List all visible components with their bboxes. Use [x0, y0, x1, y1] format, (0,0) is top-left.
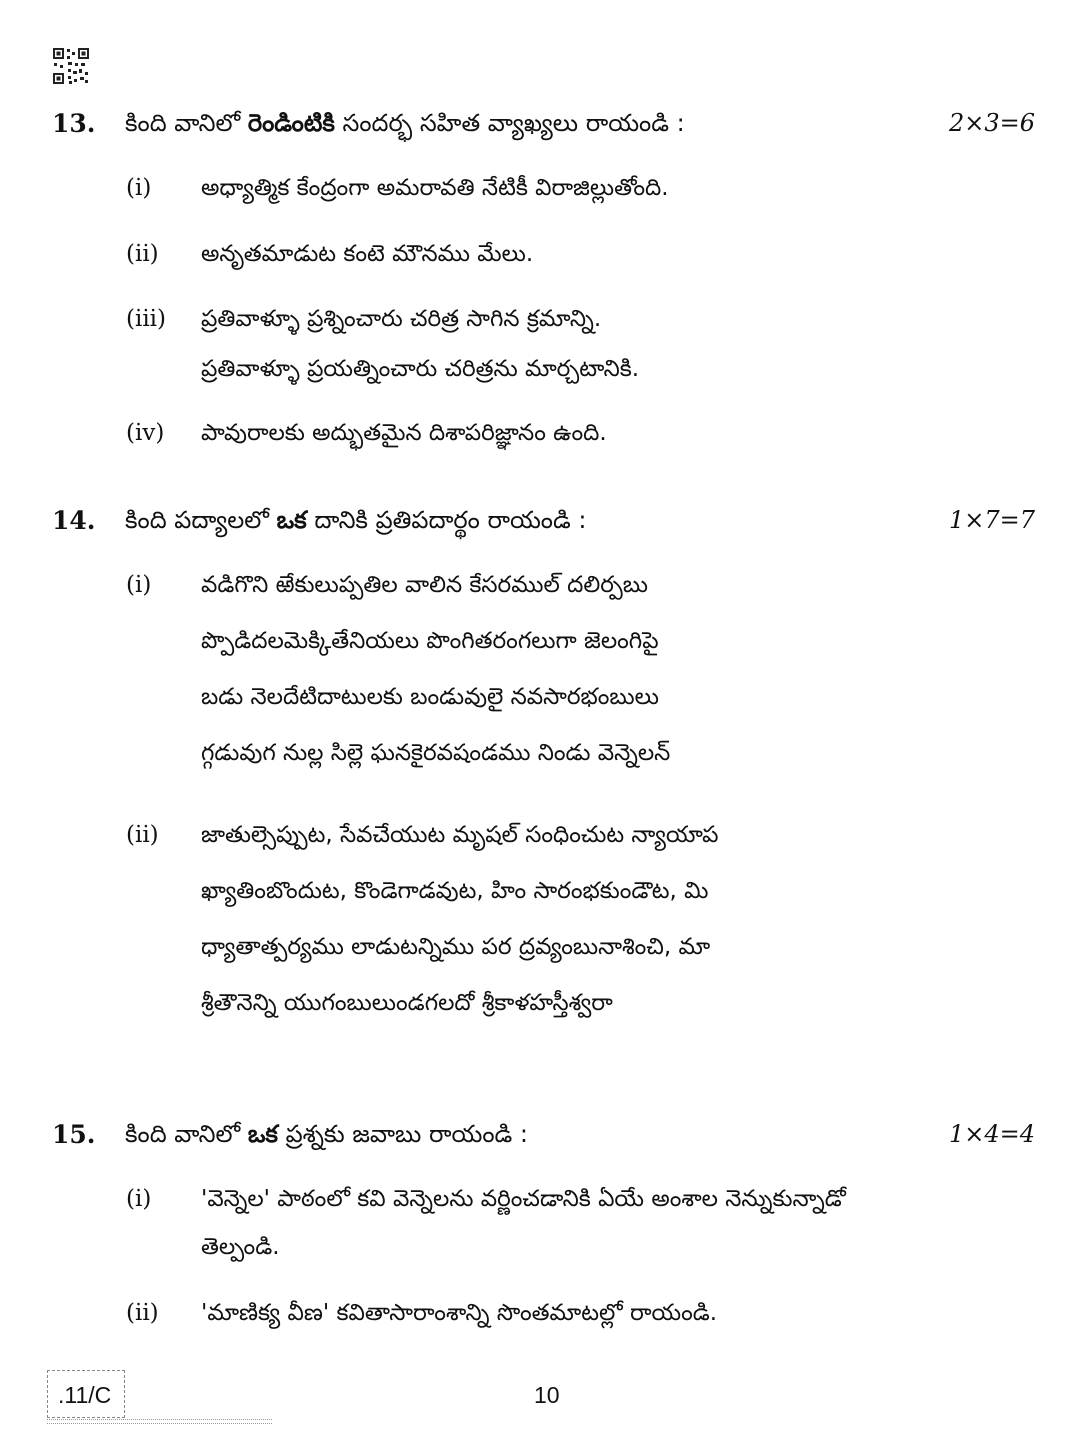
question-text-emphasis: రెండింటికి: [247, 109, 335, 137]
item-line: ప్రతివాళ్ళూ ప్రశ్నించారు చరిత్ర సాగిన క్రమాన్ని.: [201, 306, 602, 332]
question-text-suffix: ప్రశ్నకు జవాబు రాయండి :: [277, 1120, 528, 1148]
item-numeral: (i): [126, 572, 152, 598]
item-line: ధ్యాతాత్పర్యము లాడుటన్నిము పర ద్రవ్యంబునాశించి, మా: [201, 934, 711, 960]
question-text-suffix: సందర్భ సహిత వ్యాఖ్యలు రాయండి :: [334, 109, 685, 137]
qr-code-icon: [52, 47, 90, 85]
item-line: శ్రీతౌనెన్ని యుగంబులుండగలదో శ్రీకాళహస్తీశ్వరా: [201, 990, 613, 1016]
item-numeral: (ii): [126, 822, 159, 848]
footer-microtext-strip: [47, 1419, 272, 1424]
marks: 1×4=4: [948, 1120, 1035, 1148]
question-text-suffix: దానికి ప్రతిపదార్థం రాయండి :: [306, 506, 587, 534]
question-text: [125, 506, 586, 540]
item-numeral: (i): [126, 1186, 152, 1212]
item-line: వడిగొని ఱేకులుప్పతిల వాలిన కేసరముల్ దలిర్పబు: [201, 572, 648, 598]
item-line: జాతుల్సెప్పుట, సేవచేయుట మృషల్ సంధించుట న్యాయాప: [201, 822, 719, 848]
page-number: 10: [534, 1382, 560, 1408]
question-text-prefix: కింది పద్యాలలో: [125, 506, 277, 534]
item-numeral: (iii): [126, 306, 167, 332]
item-line: 'మాణిక్య వీణ' కవితాసారాంశాన్ని సొంతమాటల్లో రాయండి.: [201, 1300, 718, 1326]
item-line: పావురాలకు అద్భుతమైన దిశాపరిజ్ఞానం ఉంది.: [201, 420, 607, 446]
item-line: గ్గడువుగ నుల్ల సిల్లె ఘనకైరవషండము నిండు వెన్నెలన్: [201, 740, 671, 766]
item-line: బడు నెలదేటిదాటులకు బండువులై నవసారభంబులు: [201, 684, 659, 710]
marks: 2×3=6: [948, 109, 1035, 137]
question-text-prefix: కింది వానిలో: [125, 1120, 248, 1148]
item-line: 'వెన్నెల' పాఠంలో కవి వెన్నెలను వర్ణించడానికి ఏయే అంశాల నెన్నుకున్నాడో: [201, 1186, 846, 1212]
question-text: [125, 109, 685, 143]
question-number: 15.: [52, 1120, 96, 1149]
item-line: ప్పొడిదలమెక్కితేనియలు పొంగితరంగలుగా జెలంగిపై: [201, 628, 659, 654]
item-line: తెల్పండి.: [201, 1234, 280, 1260]
item-line: అనృతమాడుట కంటె మౌనము మేలు.: [201, 241, 534, 267]
item-line: ఖ్యాతింబొందుట, కొండెగాడవుట, హిం సారంభకుండౌట, మి: [201, 878, 709, 904]
question-text-emphasis: ఒక: [247, 1120, 278, 1148]
item-numeral: (ii): [126, 241, 159, 267]
question-text: [125, 1120, 528, 1154]
paper-code: .11/C: [58, 1382, 112, 1408]
item-line: అధ్యాత్మిక కేంద్రంగా అమరావతి నేటికీ విరాజిల్లుతోంది.: [201, 175, 669, 201]
item-numeral: (iv): [126, 420, 165, 446]
question-number: 14.: [52, 506, 96, 535]
item-numeral: (ii): [126, 1300, 159, 1326]
item-line: ప్రతివాళ్ళూ ప్రయత్నించారు చరిత్రను మార్చటానికి.: [201, 356, 640, 382]
item-numeral: (i): [126, 175, 152, 201]
question-number: 13.: [52, 109, 96, 138]
question-text-prefix: కింది వానిలో: [125, 109, 248, 137]
marks: 1×7=7: [948, 506, 1035, 534]
question-text-emphasis: ఒక: [276, 506, 307, 534]
